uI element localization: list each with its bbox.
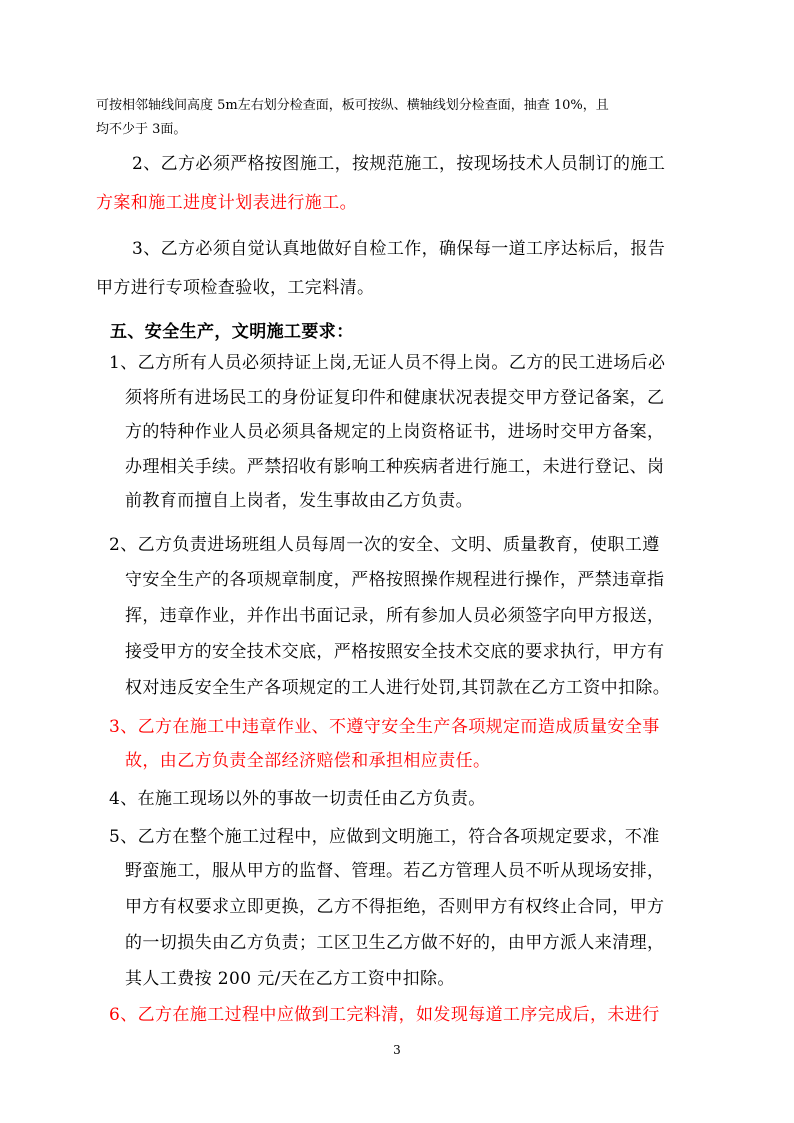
p5-line-2: 野蛮施工，服从甲方的监督、管理。若乙方管理人员不听从现场安排， (125, 861, 665, 881)
p4-line-1: 4、在施工现场以外的事故一切责任由乙方负责。 (109, 789, 486, 809)
p1-line-5: 前教育而擅自上岗者，发生事故由乙方负责。 (125, 491, 473, 511)
p1-line-3: 方的特种作业人员必须具备规定的上岗资格证书，进场时交甲方备案， (125, 422, 665, 442)
intro-line-2: 均不少于 3面。 (96, 122, 187, 137)
p5-line-5: 其人工费按 200 元/天在乙方工资中扣除。 (125, 969, 455, 989)
p1-line-1: 1、乙方所有人员必须持证上岗,无证人员不得上岗。乙方的民工进场后必 (109, 353, 666, 373)
p1-line-2: 须将所有进场民工的身份证复印件和健康状况表提交甲方登记备案，乙 (125, 388, 665, 408)
item-2-line-2: 方案和施工进度计划表进行施工。 (96, 193, 357, 213)
p1-line-4: 办理相关手续。严禁招收有影响工种疾病者进行施工，未进行登记、岗 (125, 457, 665, 477)
p2-line-5: 权对违反安全生产各项规定的工人进行处罚,其罚款在乙方工资中扣除。 (125, 678, 671, 698)
item-2-line-1: 2、乙方必须严格按图施工，按规范施工，按现场技术人员制订的施工 (132, 154, 666, 174)
p2-line-3: 挥，违章作业，并作出书面记录，所有参加人员必须签字向甲方报送， (125, 606, 665, 626)
p5-line-3: 甲方有权要求立即更换，乙方不得拒绝，否则甲方有权终止合同，甲方 (125, 897, 665, 917)
p3-line-1: 3、乙方在施工中违章作业、不遵守安全生产各项规定而造成质量安全事 (109, 717, 660, 737)
section-5-heading: 五、安全生产，文明施工要求： (110, 322, 354, 342)
p5-line-4: 的一切损失由乙方负责；工区卫生乙方做不好的，由甲方派人来清理， (125, 933, 665, 953)
item-3-line-2: 甲方进行专项检查验收，工完料清。 (96, 278, 375, 298)
intro-line-1: 可按相邻轴线间高度 5m左右划分检查面，板可按纵、横轴线划分检查面，抽查 10%，且 (96, 98, 609, 113)
p2-line-2: 守安全生产的各项规章制度，严格按照操作规程进行操作，严禁违章指 (125, 570, 665, 590)
p2-line-1: 2、乙方负责进场班组人员每周一次的安全、文明、质量教育，使职工遵 (109, 535, 660, 555)
p3-line-2: 故，由乙方负责全部经济赔偿和承担相应责任。 (125, 751, 491, 771)
p5-line-1: 5、乙方在整个施工过程中，应做到文明施工，符合各项规定要求，不准 (109, 827, 660, 847)
p2-line-4: 接受甲方的安全技术交底，严格按照安全技术交底的要求执行，甲方有 (125, 642, 665, 662)
item-3-line-1: 3、乙方必须自觉认真地做好自检工作，确保每一道工序达标后，报告 (132, 239, 666, 259)
intro-paragraph (96, 94, 696, 142)
page-number: 3 (393, 1043, 401, 1057)
p6-line-1: 6、乙方在施工过程中应做到工完料清，如发现每道工序完成后，未进行 (109, 1005, 660, 1025)
